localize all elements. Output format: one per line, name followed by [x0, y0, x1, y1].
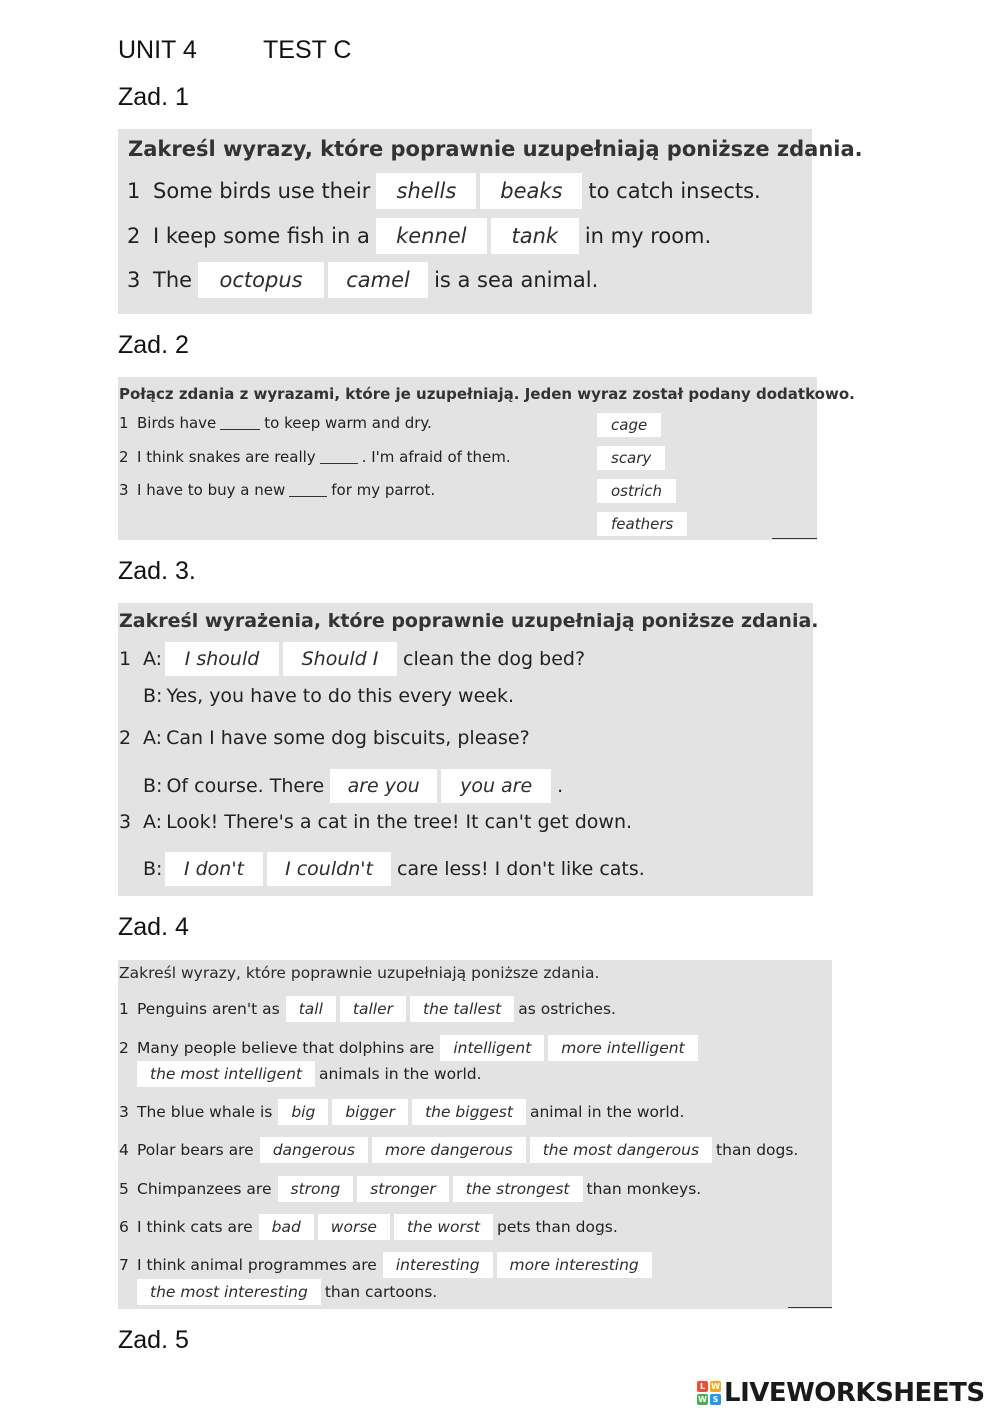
option-box[interactable]: stronger — [357, 1176, 449, 1202]
sentence-start: I keep some fish in a — [153, 224, 370, 248]
sentence-end: than cartoons. — [324, 1283, 438, 1301]
item-number: 6 — [119, 1218, 129, 1236]
option-box[interactable]: the strongest — [453, 1176, 583, 1202]
dialogue-text: Look! There's a cat in the tree! It can't get down. — [166, 811, 633, 833]
zad3-line — [119, 811, 632, 833]
zad4-answer-line[interactable] — [788, 1307, 832, 1308]
option-box[interactable]: the biggest — [412, 1099, 526, 1125]
zad2-item — [119, 414, 432, 432]
item-number: 1 — [127, 179, 141, 203]
option-box[interactable]: the most dangerous — [530, 1137, 712, 1163]
zad3-panel — [118, 603, 819, 896]
zad2-title: Zad. 2 — [118, 331, 189, 359]
option-box[interactable]: interesting — [383, 1252, 493, 1278]
logo-mark-tile: S — [710, 1394, 721, 1405]
option-box[interactable]: the worst — [394, 1214, 493, 1240]
item-number: 4 — [119, 1141, 129, 1159]
unit-label: UNIT 4 — [118, 36, 197, 64]
option-box[interactable]: camel — [328, 262, 428, 298]
sentence-start: Of course. There — [166, 775, 325, 797]
zad1-item — [127, 218, 711, 254]
sentence-end: care less! I don't like cats. — [397, 858, 645, 880]
zad5-title: Zad. 5 — [118, 1326, 189, 1354]
logo-mark-tile: L — [697, 1381, 708, 1392]
zad4-item — [119, 1214, 618, 1240]
option-box[interactable]: the tallest — [410, 996, 514, 1022]
zad1-item — [127, 262, 598, 298]
extra-word-answer-line[interactable] — [772, 538, 817, 539]
logo-mark-icon — [697, 1381, 721, 1405]
zad1-instruction: Zakreśl wyrazy, które poprawnie uzupełniają poniższe zdania. — [128, 137, 863, 161]
sentence-end: as ostriches. — [518, 1000, 616, 1018]
option-box[interactable]: more intelligent — [548, 1035, 697, 1061]
zad4-item — [119, 1137, 798, 1163]
option-box[interactable]: I should — [165, 642, 279, 676]
zad1-item — [127, 173, 761, 209]
sentence-end: . — [557, 775, 564, 797]
sentence-start: Penguins aren't as — [137, 1000, 280, 1018]
sentence-start: Chimpanzees are — [137, 1180, 272, 1198]
sentence-start: I have to buy a new — [137, 481, 286, 499]
zad3-line — [119, 642, 585, 676]
zad4-item — [119, 1252, 656, 1278]
zad3-title: Zad. 3. — [118, 557, 196, 585]
zad1-title: Zad. 1 — [118, 83, 189, 111]
option-box[interactable]: you are — [441, 769, 551, 803]
sentence-start: Many people believe that dolphins are — [137, 1039, 435, 1057]
zad4-panel — [118, 960, 832, 1309]
item-number: 1 — [119, 1000, 129, 1018]
zad1-panel — [118, 129, 863, 314]
sentence-start: Polar bears are — [137, 1141, 254, 1159]
logo-mark-tile: W — [698, 1395, 707, 1404]
answer-blank[interactable] — [289, 483, 327, 498]
word-box[interactable]: scary — [597, 446, 665, 470]
option-box[interactable]: are you — [330, 769, 437, 803]
zad4-title: Zad. 4 — [118, 913, 189, 941]
sentence-start: I think cats are — [137, 1218, 253, 1236]
sentence-end: is a sea animal. — [434, 268, 599, 292]
sentence-end: in my room. — [584, 224, 712, 248]
answer-blank[interactable] — [320, 450, 358, 465]
sentence-start: I think animal programmes are — [137, 1256, 377, 1274]
zad4-item — [119, 1035, 702, 1061]
word-box[interactable]: ostrich — [597, 479, 676, 503]
zad2-panel — [118, 377, 855, 540]
option-box[interactable]: more interesting — [497, 1252, 652, 1278]
speaker-label: B: — [143, 685, 163, 707]
zad4-instruction: Zakreśl wyrazy, które poprawnie uzupełniają poniższe zdania. — [119, 964, 600, 982]
sentence-start: I think snakes are really — [137, 448, 316, 466]
option-box[interactable]: bigger — [332, 1099, 408, 1125]
sentence-end: for my parrot. — [331, 481, 436, 499]
item-number: 2 — [119, 727, 132, 749]
option-box[interactable]: Should I — [283, 642, 397, 676]
zad3-line — [143, 769, 563, 803]
logo-mark-tile: W — [711, 1382, 720, 1391]
option-box[interactable]: kennel — [376, 218, 487, 254]
sentence-end: animal in the world. — [529, 1103, 685, 1121]
sentence-end: pets than dogs. — [497, 1218, 618, 1236]
option-box[interactable]: dangerous — [260, 1137, 368, 1163]
item-number: 2 — [119, 448, 129, 466]
speaker-label: A: — [143, 648, 163, 670]
sentence-end: than monkeys. — [586, 1180, 702, 1198]
zad4-item — [119, 1099, 684, 1125]
zad3-line — [143, 685, 514, 707]
sentence-end: clean the dog bed? — [403, 648, 586, 670]
word-box[interactable]: cage — [597, 413, 661, 437]
zad4-item-cont — [137, 1279, 437, 1305]
zad4-item — [119, 996, 616, 1022]
item-number: 3 — [119, 1103, 129, 1121]
dialogue-text: Can I have some dog biscuits, please? — [166, 727, 530, 749]
sentence-start: The blue whale is — [137, 1103, 273, 1121]
item-number: 7 — [119, 1256, 129, 1274]
sentence-end: to catch insects. — [588, 179, 761, 203]
option-box[interactable]: more dangerous — [372, 1137, 526, 1163]
zad2-item — [119, 481, 435, 499]
sentence-end: to keep warm and dry. — [264, 414, 432, 432]
option-box[interactable]: the most intelligent — [137, 1061, 315, 1087]
speaker-label: A: — [143, 811, 163, 833]
option-box[interactable]: tank — [491, 218, 579, 254]
option-box[interactable]: big — [278, 1099, 328, 1125]
option-box[interactable]: strong — [278, 1176, 354, 1202]
sentence-end: animals in the world. — [318, 1065, 482, 1083]
option-box[interactable]: I don't — [165, 852, 263, 886]
item-number: 2 — [127, 224, 141, 248]
option-box[interactable]: the most interesting — [137, 1279, 321, 1305]
sentence-start: Some birds use their — [153, 179, 371, 203]
answer-blank[interactable] — [220, 416, 260, 431]
word-box[interactable]: feathers — [597, 512, 687, 536]
dialogue-text: Yes, you have to do this every week. — [166, 685, 515, 707]
sentence-start: Birds have — [137, 414, 217, 432]
liveworksheets-logo — [697, 1378, 985, 1408]
option-box[interactable]: intelligent — [440, 1035, 544, 1061]
item-number: 5 — [119, 1180, 129, 1198]
item-number: 1 — [119, 648, 132, 670]
option-box[interactable]: taller — [340, 996, 406, 1022]
option-box[interactable]: worse — [318, 1214, 390, 1240]
speaker-label: A: — [143, 727, 163, 749]
logo-text: LIVEWORKSHEETS — [724, 1378, 985, 1408]
zad2-instruction: Połącz zdania z wyrazami, które je uzupełniają. Jeden wyraz został podany dodatkowo. — [119, 385, 855, 403]
item-number: 3 — [127, 268, 141, 292]
option-box[interactable]: bad — [259, 1214, 314, 1240]
speaker-label: B: — [143, 775, 163, 797]
zad2-item — [119, 448, 511, 466]
item-number: 2 — [119, 1039, 129, 1057]
option-box[interactable]: I couldn't — [267, 852, 391, 886]
option-box[interactable]: shells — [376, 173, 476, 209]
sentence-end: than dogs. — [716, 1141, 799, 1159]
option-box[interactable]: tall — [286, 996, 336, 1022]
item-number: 1 — [119, 414, 129, 432]
option-box[interactable]: beaks — [480, 173, 582, 209]
sentence-start: The — [153, 268, 193, 292]
item-number: 3 — [119, 811, 132, 833]
option-box[interactable]: octopus — [198, 262, 324, 298]
speaker-label: B: — [143, 858, 163, 880]
zad4-item — [119, 1176, 701, 1202]
zad3-instruction: Zakreśl wyrażenia, które poprawnie uzupełniają poniższe zdania. — [119, 610, 819, 632]
zad3-line — [143, 852, 645, 886]
sentence-end: . I'm afraid of them. — [361, 448, 511, 466]
zad3-line — [119, 727, 530, 749]
test-label: TEST C — [263, 36, 352, 64]
item-number: 3 — [119, 481, 129, 499]
zad4-item-cont — [137, 1061, 482, 1087]
